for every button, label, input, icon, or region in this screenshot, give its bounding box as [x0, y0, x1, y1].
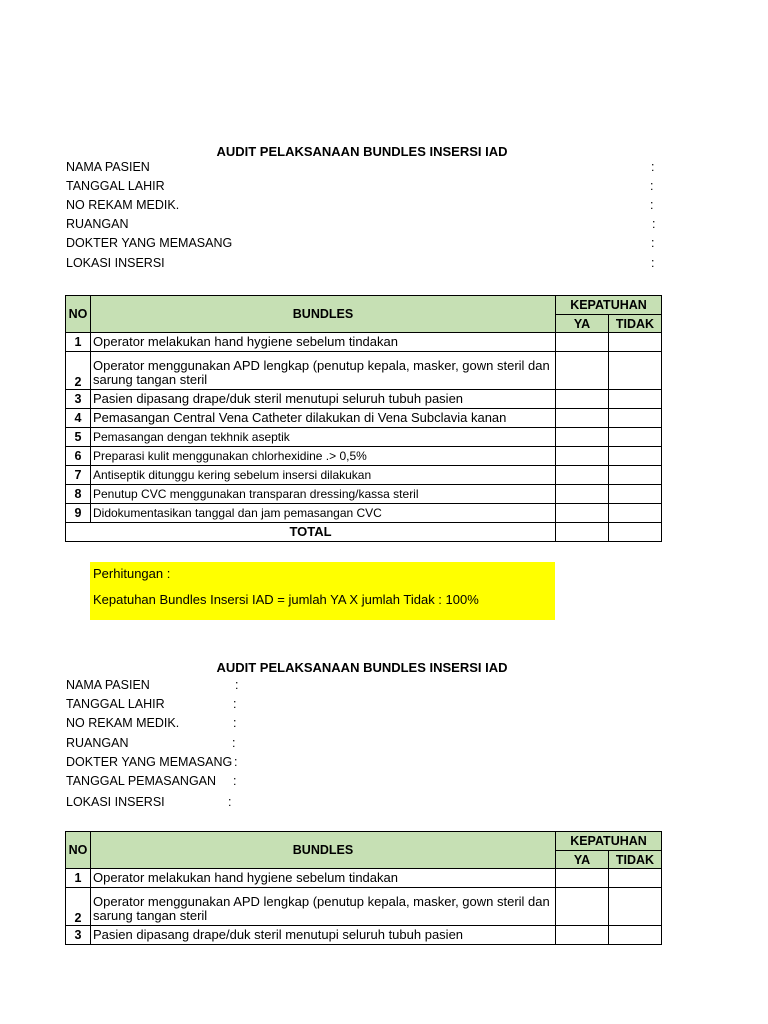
calculation-heading: Perhitungan : — [93, 566, 171, 581]
row-bundle-text: Pemasangan Central Vena Catheter dilakukan di Vena Subclavia kanan — [91, 409, 556, 428]
row-bundle-text: Pasien dipasang drape/duk steril menutupi seluruh tubuh pasien — [91, 390, 556, 409]
form2-colon-tanggal-lahir: : — [233, 697, 237, 711]
table-row — [66, 352, 662, 390]
row-number: 2 — [66, 888, 91, 926]
tidak-cell[interactable] — [609, 352, 662, 390]
tidak-cell[interactable] — [609, 333, 662, 352]
total-row — [66, 523, 662, 542]
form2-field-lokasi-insersi: LOKASI INSERSI — [66, 795, 165, 809]
form2-field-tanggal-pemasangan: TANGGAL PEMASANGAN — [66, 774, 217, 788]
form2-colon-no-rekam-medik: : — [233, 716, 237, 730]
form1-field-lokasi-insersi: LOKASI INSERSI — [66, 256, 165, 270]
ya-cell[interactable] — [556, 352, 609, 390]
row-bundle-text: Operator menggunakan APD lengkap (penutup kepala, masker, gown steril dan sarung tangan steril — [91, 352, 556, 390]
form2-colon-ruangan: : — [232, 736, 236, 750]
col-no-header: NO — [66, 832, 91, 869]
table-row — [66, 409, 662, 428]
row-number: 3 — [66, 390, 91, 409]
col-ya-header: YA — [556, 851, 609, 869]
row-bundle-text: Operator menggunakan APD lengkap (penutup kepala, masker, gown steril dan sarung tangan steril — [91, 888, 556, 926]
form1-colon-tanggal-lahir: : — [650, 179, 654, 193]
ya-cell[interactable] — [556, 926, 609, 945]
col-tidak-header: TIDAK — [609, 315, 662, 333]
col-ya-header: YA — [556, 315, 609, 333]
table-row — [66, 869, 662, 888]
col-bundles-header: BUNDLES — [91, 296, 556, 333]
table-row — [66, 333, 662, 352]
tidak-cell[interactable] — [609, 869, 662, 888]
row-number: 1 — [66, 333, 91, 352]
form2-field-nama-pasien: NAMA PASIEN — [66, 678, 150, 692]
tidak-cell[interactable] — [609, 485, 662, 504]
form1-title: AUDIT PELAKSANAAN BUNDLES INSERSI IAD — [216, 144, 508, 159]
form2-field-dokter: DOKTER YANG MEMASANG — [66, 755, 233, 769]
calculation-formula: Kepatuhan Bundles Insersi IAD = jumlah YA X jumlah Tidak : 100% — [93, 592, 479, 607]
form2-field-tanggal-lahir: TANGGAL LAHIR — [66, 697, 165, 711]
form1-colon-no-rekam-medik: : — [650, 198, 654, 212]
calculation-note — [90, 562, 555, 620]
tidak-total-cell[interactable] — [609, 523, 662, 542]
row-number: 1 — [66, 869, 91, 888]
ya-cell[interactable] — [556, 888, 609, 926]
form2-bundles-table — [65, 831, 662, 945]
form1-colon-ruangan: : — [652, 217, 656, 231]
form2-title: AUDIT PELAKSANAAN BUNDLES INSERSI IAD — [216, 660, 508, 675]
table-row — [66, 390, 662, 409]
row-bundle-text: Pasien dipasang drape/duk steril menutupi seluruh tubuh pasien — [91, 926, 556, 945]
form1-colon-lokasi-insersi: : — [651, 256, 655, 270]
ya-cell[interactable] — [556, 869, 609, 888]
row-number: 4 — [66, 409, 91, 428]
table-row — [66, 485, 662, 504]
ya-cell[interactable] — [556, 428, 609, 447]
col-kepatuhan-header: KEPATUHAN — [556, 832, 662, 851]
row-bundle-text: Operator melakukan hand hygiene sebelum tindakan — [91, 333, 556, 352]
row-bundle-text: Penutup CVC menggunakan transparan dressing/kassa steril — [91, 485, 556, 504]
form1-field-no-rekam-medik: NO REKAM MEDIK. — [66, 198, 180, 212]
form1-field-nama-pasien: NAMA PASIEN — [66, 160, 150, 174]
ya-cell[interactable] — [556, 447, 609, 466]
table-row — [66, 428, 662, 447]
tidak-cell[interactable] — [609, 888, 662, 926]
form2-colon-nama-pasien: : — [235, 678, 239, 692]
tidak-cell[interactable] — [609, 447, 662, 466]
row-number: 5 — [66, 428, 91, 447]
form1-colon-nama-pasien: : — [651, 160, 655, 174]
form2-colon-lokasi-insersi: : — [228, 795, 232, 809]
col-tidak-header: TIDAK — [609, 851, 662, 869]
ya-cell[interactable] — [556, 466, 609, 485]
tidak-cell[interactable] — [609, 466, 662, 485]
tidak-cell[interactable] — [609, 504, 662, 523]
ya-cell[interactable] — [556, 485, 609, 504]
table-row — [66, 888, 662, 926]
table-row — [66, 504, 662, 523]
row-number: 8 — [66, 485, 91, 504]
col-no-header: NO — [66, 296, 91, 333]
row-number: 9 — [66, 504, 91, 523]
row-bundle-text: Antiseptik ditunggu kering sebelum insersi dilakukan — [91, 466, 556, 485]
form2-colon-dokter: : — [234, 755, 238, 769]
row-bundle-text: Pemasangan dengan tekhnik aseptik — [91, 428, 556, 447]
row-number: 3 — [66, 926, 91, 945]
tidak-cell[interactable] — [609, 428, 662, 447]
form1-field-ruangan: RUANGAN — [66, 217, 129, 231]
table-row — [66, 447, 662, 466]
tidak-cell[interactable] — [609, 926, 662, 945]
form1-colon-dokter: : — [651, 236, 655, 250]
form1-field-dokter: DOKTER YANG MEMASANG — [66, 236, 233, 250]
tidak-cell[interactable] — [609, 390, 662, 409]
form2-field-no-rekam-medik: NO REKAM MEDIK. — [66, 716, 180, 730]
form1-bundles-table — [65, 295, 662, 542]
row-bundle-text: Preparasi kulit menggunakan chlorhexidine .> 0,5% — [91, 447, 556, 466]
form1-field-tanggal-lahir: TANGGAL LAHIR — [66, 179, 165, 193]
tidak-cell[interactable] — [609, 409, 662, 428]
row-bundle-text: Operator melakukan hand hygiene sebelum tindakan — [91, 869, 556, 888]
ya-total-cell[interactable] — [556, 523, 609, 542]
col-kepatuhan-header: KEPATUHAN — [556, 296, 662, 315]
row-number: 7 — [66, 466, 91, 485]
ya-cell[interactable] — [556, 333, 609, 352]
table-row — [66, 926, 662, 945]
form2-field-ruangan: RUANGAN — [66, 736, 129, 750]
table-row — [66, 466, 662, 485]
form2-colon-tanggal-pemasangan: : — [233, 774, 237, 788]
row-number: 6 — [66, 447, 91, 466]
row-bundle-text: Didokumentasikan tanggal dan jam pemasangan CVC — [91, 504, 556, 523]
total-label: TOTAL — [66, 523, 556, 542]
col-bundles-header: BUNDLES — [91, 832, 556, 869]
row-number: 2 — [66, 352, 91, 390]
ya-cell[interactable] — [556, 504, 609, 523]
ya-cell[interactable] — [556, 409, 609, 428]
ya-cell[interactable] — [556, 390, 609, 409]
